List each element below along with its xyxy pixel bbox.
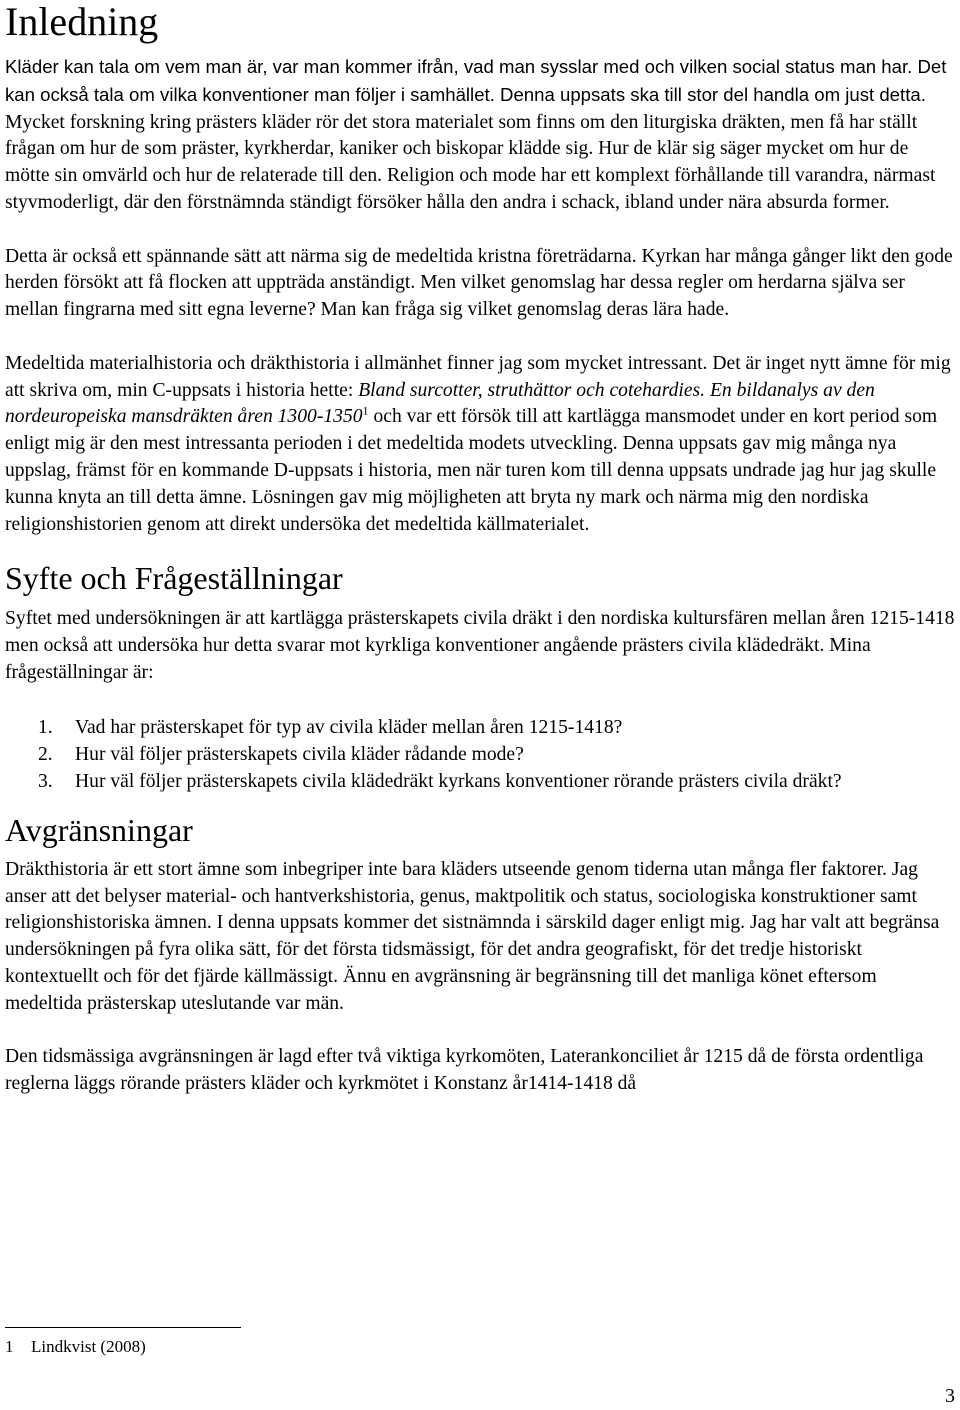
intro-p3-before: Medeltida materialhistoria och dräkthistoria i allmänhet finner jag som mycket intressant. Det är inget nytt ämne för mig att skriva om, min C-uppsats i historia hette: [5,352,951,401]
intro-sans-sentence: Kläder kan tala om vem man är, var man kommer ifrån, vad man sysslar med och vilken social status man har. Det kan också tala om vilka konventioner man följer i samhället. Denna uppsats ska till stor del handla om just detta. [5,56,947,105]
list-text: Vad har prästerskapet för typ av civila kläder mellan åren 1215-1418? [75,716,623,738]
list-item [5,741,955,768]
footnote-text: Lindkvist (2008) [31,1337,146,1356]
purpose-paragraph: Syftet med undersökningen är att kartlägga prästerskapets civila dräkt i den nordiska kultursfären mellan åren 1215-1418 men också att undersöka hur detta svarar mot kyrkliga konventioner angående prästers civila klädedräkt. Mina frågeställningar är: [5,608,955,683]
footnote-separator [5,1327,241,1328]
list-number: 2. [38,743,53,765]
intro-sentence-2: Mycket forskning kring prästers kläder rör det stora materialet som finns om den liturgiska dräkten, men få har ställt frågan om hur de som präster, kyrkherdar, kaniker och biskopar klädde sig. [5,111,918,160]
research-questions-list [5,714,955,795]
footnote-reference: 1 [362,403,369,418]
intro-p3-after: och var ett försök till att kartlägga mansmodet under en kort period som enligt mig är den mest intressanta perioden i det medeltida modets utveckling. Denna uppsats gav mig många nya uppslag, främst för en kommande D-uppsats i historia, men när turen kom till denna uppsats undrade jag hur jag skulle kunna knyta an till detta ämne. Lösningen gav mig möjligheten att bryta ny mark och närma mig den nordiska religionshistorien genom att direkt undersöka det medeltida källmaterialet. [5,406,938,535]
intro-paragraph-3 [5,351,955,539]
limits-paragraph-1: Dräkthistoria är ett stort ämne som inbegriper inte bara kläders utseende genom tiderna utan många fler faktorer. Jag anser att det belyser material- och hantverkshistoria, genus, maktpolitik och status, sociologiska konstruktioner samt religionshistoriska ämnen. I denna uppsats kommer det sistnämnda i särskild dager enligt mig. Jag har valt att begränsa undersökningen på fyra olika sätt, för det första tidsmässigt, för det andra geografiskt, för det tredje historiskt kontextuellt och för det fjärde källmässigt. Ännu en avgränsning är begränsning till det manliga könet eftersom medeltida prästerskap uteslutande var män. [5,858,940,1014]
document-page [5,0,955,1098]
list-number: 1. [38,716,53,738]
page-number: 3 [945,1385,955,1407]
heading-syfte: Syfte och Frågeställningar [5,560,343,597]
list-item [5,714,955,741]
intro-sentence-3: Hur de klär sig säger mycket om hur de mötte sin omvärld och hur de relaterade till den. [5,138,909,187]
heading-avgransningar: Avgränsningar [5,811,193,848]
list-number: 3. [38,770,53,792]
footnote [5,1336,146,1358]
heading-inledning: Inledning [5,0,159,44]
intro-paragraph-2: Detta är också ett spännande sätt att närma sig de medeltida kristna företrädarna. Kyrkan har många gånger likt den gode herden försökt att få flocken att uppträda anständigt. Men vilket genomslag har dessa regler om herdarna själva ser mellan fingrarna med sitt egna leverne? Man kan fråga sig vilket genomslag deras lära hade. [5,245,953,321]
intro-paragraph-1 [5,54,955,217]
c-thesis-title: Bland surcotter, struthättor och cotehardies. En bildanalys av den nordeuropeiska mansdräkten åren 1300-1350 [5,379,875,428]
footnote-number: 1 [5,1337,14,1356]
list-item [5,768,955,795]
limits-paragraph-2: Den tidsmässiga avgränsningen är lagd efter två viktiga kyrkomöten, Laterankonciliet år 1215 då de första ordentliga reglerna läggs rörande prästers kläder och kyrkmötet i Konstanz år1414-1418 då [5,1046,924,1095]
list-text: Hur väl följer prästerskapets civila kläder rådande mode? [75,743,524,765]
list-text: Hur väl följer prästerskapets civila klädedräkt kyrkans konventioner rörande prästers civila dräkt? [75,770,842,792]
intro-sentence-4: Religion och mode har ett komplext förhållande till varandra, närmast styvmoderligt, där den förstnämnda ständigt försöker hålla den andra i schack, ibland under nära absurda former. [5,165,936,213]
